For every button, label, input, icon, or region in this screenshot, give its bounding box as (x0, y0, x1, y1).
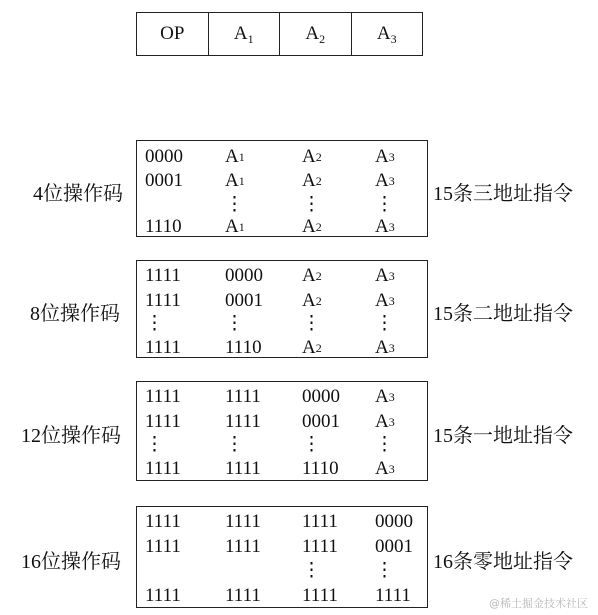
field-cell: ⋮ (302, 560, 321, 581)
field-cell: ⋮ (375, 194, 394, 215)
opcode-group-box (136, 381, 428, 481)
field-cell: ⋮ (375, 434, 394, 455)
instruction-row (137, 145, 427, 169)
op-field: OP (137, 13, 209, 55)
field-cell: A 3 (375, 216, 395, 237)
instruction-row (137, 559, 427, 583)
field-cell: 1110 (225, 337, 262, 358)
instruction-count-label: 16条零地址指令 (433, 551, 573, 573)
field-cell: 0001 (145, 170, 183, 191)
instruction-row (137, 410, 427, 434)
field-cell: A 3 (375, 146, 395, 167)
opcode-length-label: 12位操作码 (21, 425, 121, 447)
instruction-row (137, 264, 427, 288)
field-cell: 1111 (225, 458, 261, 479)
field-cell: A 3 (375, 290, 395, 311)
field-cell: 1111 (225, 411, 261, 432)
field-cell: A 1 (225, 216, 245, 237)
field-cell: 1111 (145, 290, 181, 311)
instruction-row (137, 193, 427, 217)
a2-field: A 2 (280, 13, 352, 55)
field-cell: 1111 (302, 511, 338, 532)
field-cell: 0001 (375, 536, 413, 557)
field-cell: ⋮ (225, 313, 244, 334)
field-cell: A 1 (225, 170, 245, 191)
instruction-count-label: 15条二地址指令 (433, 303, 573, 325)
field-cell: 1110 (302, 458, 339, 479)
opcode-length-label: 16位操作码 (21, 551, 121, 573)
field-cell: A 1 (225, 146, 245, 167)
field-cell: 1111 (145, 511, 181, 532)
field-cell: A 3 (375, 458, 395, 479)
opcode-group-box (136, 260, 428, 358)
field-cell: A 2 (302, 146, 322, 167)
instruction-row (137, 215, 427, 239)
field-cell: ⋮ (375, 313, 394, 334)
field-cell: 0000 (375, 511, 413, 532)
field-cell: 0000 (145, 146, 183, 167)
instruction-count-label: 15条三地址指令 (433, 182, 573, 205)
field-cell: 1111 (225, 585, 261, 606)
field-cell: 1111 (145, 265, 181, 286)
field-cell: 0000 (302, 386, 340, 407)
a1-field: A 1 (209, 13, 281, 55)
instruction-row (137, 312, 427, 336)
field-cell: 1110 (145, 216, 182, 237)
instruction-row (137, 433, 427, 457)
watermark: @稀土掘金技术社区 (489, 597, 588, 610)
field-cell: ⋮ (145, 434, 164, 455)
field-cell: ⋮ (145, 313, 164, 334)
instruction-row (137, 510, 427, 534)
field-cell: 1111 (145, 411, 181, 432)
field-cell: A 3 (375, 411, 395, 432)
field-cell: 1111 (145, 337, 181, 358)
instruction-row (137, 289, 427, 313)
field-cell: 1111 (302, 585, 338, 606)
opcode-length-label: 4位操作码 (33, 182, 123, 205)
field-cell: ⋮ (302, 434, 321, 455)
field-cell: A 3 (375, 170, 395, 191)
field-cell: A 2 (302, 290, 322, 311)
field-cell: 0001 (225, 290, 263, 311)
field-cell: 1111 (225, 386, 261, 407)
field-cell: A 2 (302, 170, 322, 191)
field-cell: 1111 (145, 585, 181, 606)
instruction-row (137, 169, 427, 193)
field-cell: 1111 (145, 458, 181, 479)
field-cell: A 3 (375, 386, 395, 407)
instruction-row (137, 584, 427, 608)
field-cell: A 2 (302, 216, 322, 237)
field-cell: ⋮ (375, 560, 394, 581)
field-cell: A 3 (375, 337, 395, 358)
field-cell: 1111 (302, 536, 338, 557)
instruction-row (137, 457, 427, 481)
opcode-group-box (136, 506, 428, 608)
field-cell: 1111 (145, 386, 181, 407)
a3-field: A 3 (376, 23, 397, 46)
instruction-count-label: 15条一地址指令 (433, 425, 573, 447)
field-cell: 1111 (375, 585, 411, 606)
instruction-row (137, 336, 427, 360)
field-cell: 1111 (145, 536, 181, 557)
field-cell: ⋮ (302, 313, 321, 334)
field-cell: 1111 (225, 511, 261, 532)
field-cell: 1111 (225, 536, 261, 557)
field-cell: 0001 (302, 411, 340, 432)
field-cell: A 3 (375, 265, 395, 286)
field-cell: 0000 (225, 265, 263, 286)
opcode-group-box (136, 140, 428, 237)
field-cell: ⋮ (302, 194, 321, 215)
instruction-row (137, 535, 427, 559)
field-cell: ⋮ (225, 194, 244, 215)
opcode-length-label: 8位操作码 (30, 303, 120, 325)
field-cell: A 2 (302, 337, 322, 358)
field-cell: A 2 (302, 265, 322, 286)
instruction-row (137, 385, 427, 409)
field-cell: ⋮ (225, 434, 244, 455)
instruction-format-header (136, 12, 423, 56)
